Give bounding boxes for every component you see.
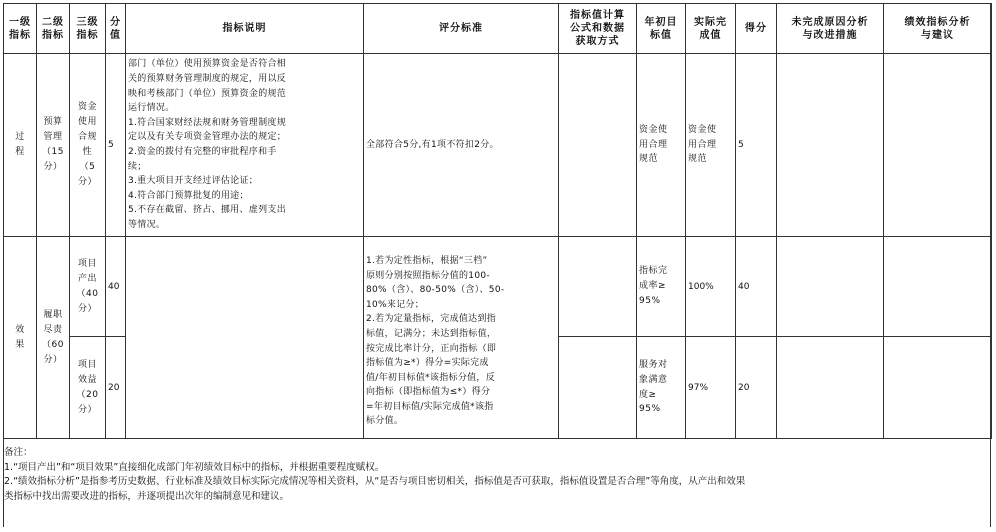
cell-suggestions-benefit <box>884 337 992 439</box>
cell-reasons-output <box>777 237 884 337</box>
header-level2: 二级 指标 <box>37 4 70 54</box>
cell-target-process: 资金使 用合理 规范 <box>637 54 686 237</box>
cell-weight-benefit: 20 <box>106 337 126 439</box>
header-row <box>4 4 992 54</box>
cell-actual-output: 100% <box>686 237 736 337</box>
cell-suggestions-output <box>884 237 992 337</box>
header-suggestions: 绩效指标分析 与建议 <box>884 4 992 54</box>
cell-description-effect <box>126 237 364 439</box>
cell-level1-process: 过 程 <box>4 54 37 237</box>
cell-method-process <box>559 54 637 237</box>
cell-score-output: 40 <box>736 237 777 337</box>
header-description: 指标说明 <box>126 4 364 54</box>
cell-method-output <box>559 237 637 337</box>
header-method: 指标值计算 公式和数据 获取方式 <box>559 4 637 54</box>
cell-level3-compliance: 资金 使用 合规 性 （5 分） <box>70 54 106 237</box>
note-item-2: 2.“绩效指标分析”是指参考历史数据、行业标准及绩效目标实际完成情况等相关资料，从“是否与项目密切相关，指标值是否可获取，指标值设置是否合理”等角度，从产出和效果 <box>4 476 746 487</box>
cell-method-benefit <box>559 337 637 439</box>
cell-criteria-effect: 1.若为定性指标，根据“三档” 原则分别按照指标分值的100- 80%（含）、80-50%（含）、50- 10%来记分； 2.若为定量指标，完成值达到指 标值，记满分；未达到指标值， 按完成比率计分，正向指标（即 指标值为≥*）得分=实际完成 值/年初目标值*该指标分值，反 向指标（即指标值为≤*）得分 =年初目标值/实际完成值*该指 标分值。 <box>364 237 559 439</box>
notes-title: 备注： <box>4 447 33 458</box>
cell-suggestions-process <box>884 54 992 237</box>
table-row-output <box>4 237 992 337</box>
cell-reasons-process <box>777 54 884 237</box>
notes-section <box>4 446 989 504</box>
performance-evaluation-table <box>3 3 992 439</box>
cell-actual-process: 资金使 用合理 规范 <box>686 54 736 237</box>
cell-target-output: 指标完 成率≥ 95% <box>637 237 686 337</box>
cell-weight-output: 40 <box>106 237 126 337</box>
cell-level3-benefit: 项目 效益 （20 分） <box>70 337 106 439</box>
cell-target-benefit: 服务对 象满意 度≥ 95% <box>637 337 686 439</box>
cell-criteria-process: 全部符合5分,有1项不符扣2分。 <box>364 54 559 237</box>
header-level1: 一级 指标 <box>4 4 37 54</box>
cell-reasons-benefit <box>777 337 884 439</box>
header-score: 得分 <box>736 4 777 54</box>
cell-description-process: 部门（单位）使用预算资金是否符合相 关的预算财务管理制度的规定，用以反 映和考核部门（单位）预算资金的规范 运行情况。 1.符合国家财经法规和财务管理制度规 定以及有关专项资金管理办法的规定； 2.资金的拨付有完整的审批程序和手 续； 3.重大项目开支经过评估论证； 4.符合部门预算批复的用途； 5.不存在截留、挤占、挪用、虚列支出 等情况。 <box>126 54 364 237</box>
header-level3: 三级 指标 <box>70 4 106 54</box>
table-row-process <box>4 54 992 237</box>
header-target: 年初目 标值 <box>637 4 686 54</box>
cell-score-process: 5 <box>736 54 777 237</box>
cell-level1-effect: 效 果 <box>4 237 37 439</box>
header-reasons: 未完成原因分析 与改进措施 <box>777 4 884 54</box>
note-item-3: 类指标中找出需要改进的指标，并逐项提出次年的编制意见和建议。 <box>4 490 290 502</box>
cell-actual-benefit: 97% <box>686 337 736 439</box>
note-item-1: 1.“项目产出”和“项目效果”直接细化成部门年初绩效目标中的指标，并根据重要程度赋权。 <box>4 461 385 473</box>
cell-level3-output: 项目 产出 （40 分） <box>70 237 106 337</box>
cell-level2-duty: 履职 尽责 （60 分） <box>37 237 70 439</box>
cell-weight-process: 5 <box>106 54 126 237</box>
cell-score-benefit: 20 <box>736 337 777 439</box>
header-weight: 分 值 <box>106 4 126 54</box>
header-actual: 实际完 成值 <box>686 4 736 54</box>
cell-level2-budget: 预算 管理 （15 分） <box>37 54 70 237</box>
header-criteria: 评分标准 <box>364 4 559 54</box>
